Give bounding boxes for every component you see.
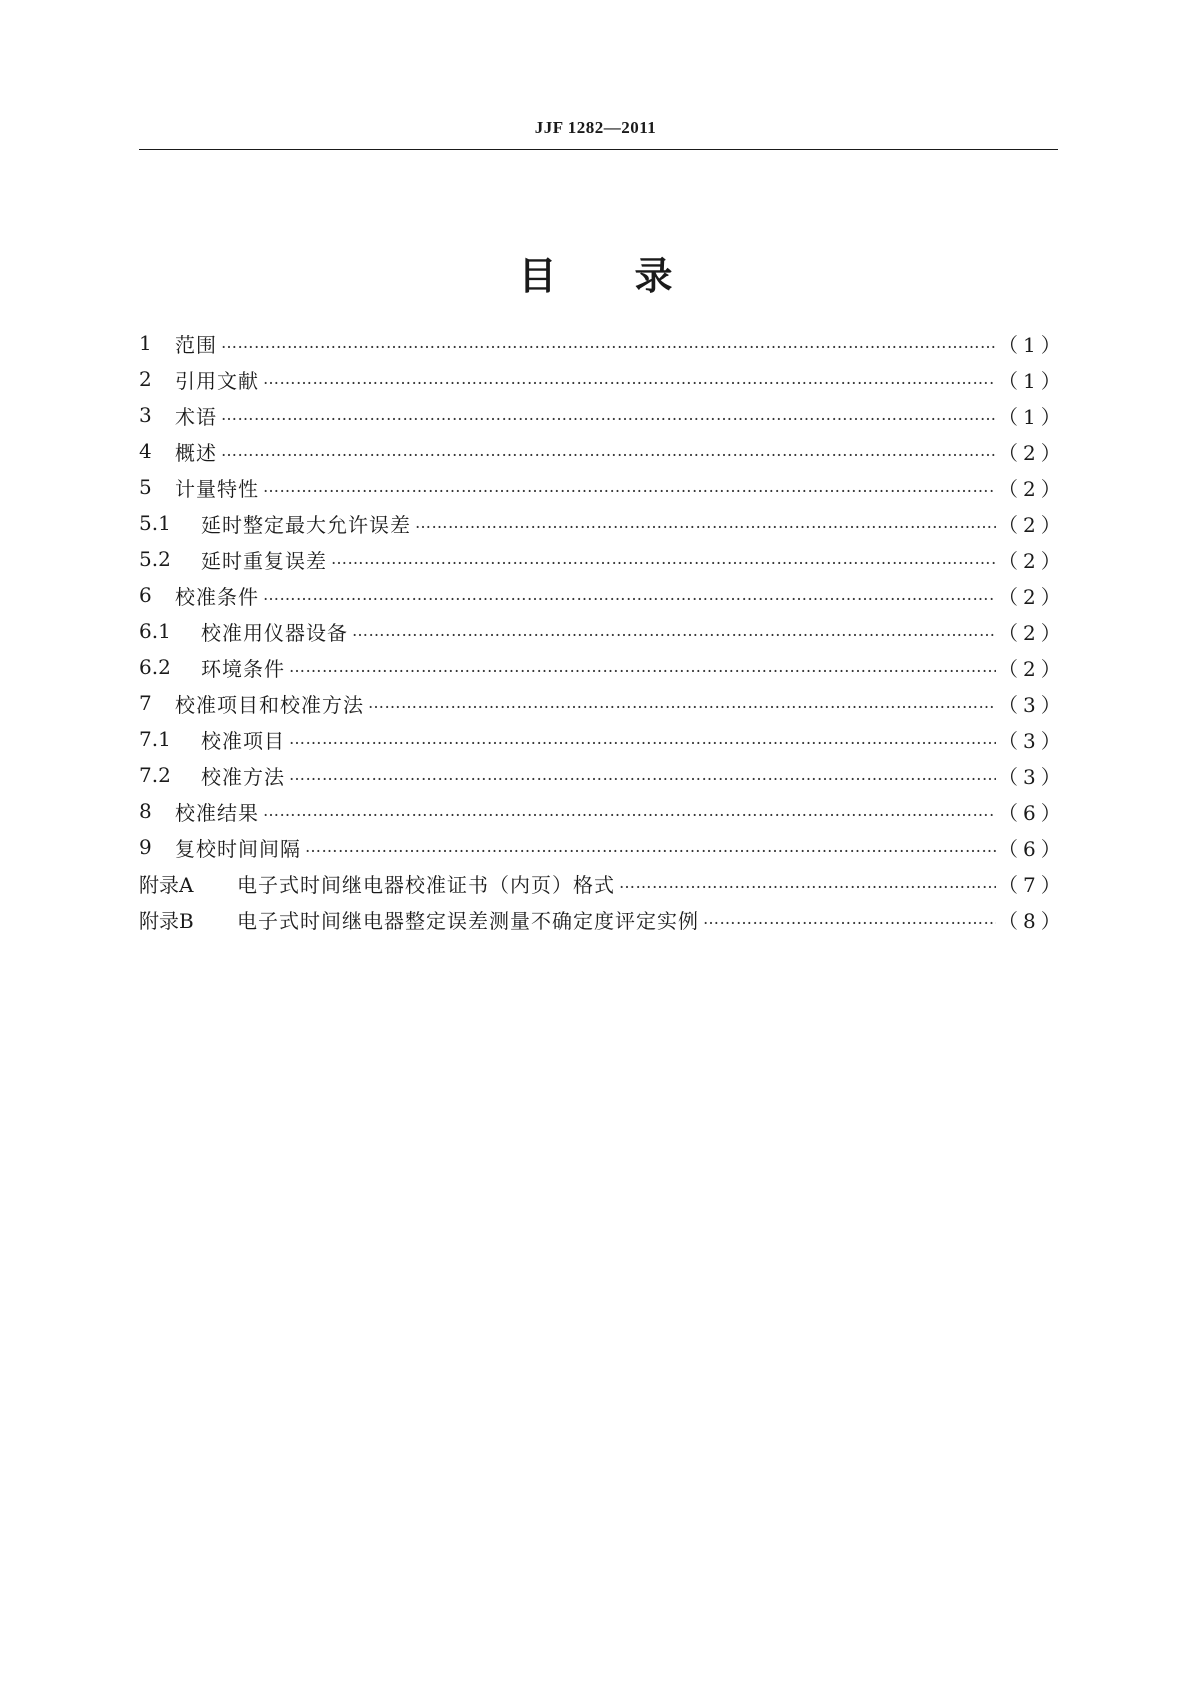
toc-entry[interactable] [139,901,1066,937]
toc-leader [331,549,996,569]
toc-label: 校准用仪器设备 [201,620,348,645]
toc-entry[interactable] [139,865,1066,901]
toc-entry[interactable] [139,325,1066,361]
toc-number: 7.2 [139,763,171,787]
toc-page: （8） [998,908,1066,933]
toc-label: 校准项目和校准方法 [175,692,364,717]
toc-entry[interactable] [139,649,1066,685]
toc-leader [289,657,996,677]
toc-label: 引用文献 [175,368,259,393]
toc-page: （2） [998,512,1066,537]
toc-number: 4 [139,439,152,463]
toc-label: 校准结果 [175,800,259,825]
toc-number: 5 [139,475,152,499]
toc-entry[interactable] [139,577,1066,613]
toc-leader [352,621,996,641]
toc-entry[interactable] [139,613,1066,649]
toc-leader [619,873,996,893]
toc-entry[interactable] [139,505,1066,541]
toc-page: （3） [998,692,1066,717]
toc-entry[interactable] [139,685,1066,721]
toc-page: （1） [998,368,1066,393]
toc-page: （6） [998,800,1066,825]
toc-entry[interactable] [139,361,1066,397]
toc-label: 范围 [175,332,217,357]
toc-leader [368,693,996,713]
toc-label: 概述 [175,440,217,465]
toc-number: 6 [139,583,152,607]
toc-entry[interactable] [139,433,1066,469]
toc-page: （3） [998,764,1066,789]
toc-number: 5.1 [139,511,171,535]
toc-label: 校准条件 [175,584,259,609]
title-char-1: 目 [518,254,557,298]
toc-entry[interactable] [139,829,1066,865]
toc-page: （2） [998,656,1066,681]
toc-number: 7 [139,691,152,715]
toc-number: 8 [139,799,152,823]
toc-page: （2） [998,584,1066,609]
toc-label: 复校时间间隔 [175,836,301,861]
toc-leader [221,405,996,425]
toc-page: （1） [998,404,1066,429]
toc-page: （3） [998,728,1066,753]
toc-entry[interactable] [139,757,1066,793]
toc-label: 术语 [175,404,217,429]
toc-entry[interactable] [139,397,1066,433]
toc-label: 电子式时间继电器校准证书（内页）格式 [237,872,615,897]
toc-number: 5.2 [139,547,171,571]
toc-label: 电子式时间继电器整定误差测量不确定度评定实例 [237,908,699,933]
toc-label: 延时整定最大允许误差 [201,512,411,537]
toc-number: 3 [139,403,152,427]
toc-page: （2） [998,440,1066,465]
toc-page: （2） [998,476,1066,501]
toc-label: 环境条件 [201,656,285,681]
toc-label: 计量特性 [175,476,259,501]
toc-number: 6.2 [139,655,171,679]
page-title [0,245,1191,300]
toc-leader [221,441,996,461]
toc-number: 9 [139,835,152,859]
toc-leader [289,729,996,749]
toc-leader [263,801,996,821]
toc-number: 1 [139,331,152,355]
toc-leader [263,585,996,605]
title-char-2: 录 [634,254,673,298]
toc-leader [703,909,996,929]
toc-page: （7） [998,872,1066,897]
toc-entry[interactable] [139,469,1066,505]
toc-leader [263,369,996,389]
toc-leader [263,477,996,497]
toc-leader [415,513,996,533]
toc-label: 延时重复误差 [201,548,327,573]
toc-page: （2） [998,548,1066,573]
toc-leader [221,333,996,353]
toc-page: （2） [998,620,1066,645]
table-of-contents [139,325,1066,937]
document-code: JJF 1282—2011 [534,118,657,137]
toc-number: 7.1 [139,727,171,751]
toc-number: 6.1 [139,619,171,643]
toc-entry[interactable] [139,541,1066,577]
toc-leader [289,765,996,785]
toc-label: 校准方法 [201,764,285,789]
toc-number: 附录A [139,872,194,897]
toc-entry[interactable] [139,721,1066,757]
toc-leader [305,837,996,857]
toc-number: 2 [139,367,152,391]
header-rule [139,149,1058,150]
toc-entry[interactable] [139,793,1066,829]
toc-page: （1） [998,332,1066,357]
toc-number: 附录B [139,908,194,933]
toc-label: 校准项目 [201,728,285,753]
toc-page: （6） [998,836,1066,861]
